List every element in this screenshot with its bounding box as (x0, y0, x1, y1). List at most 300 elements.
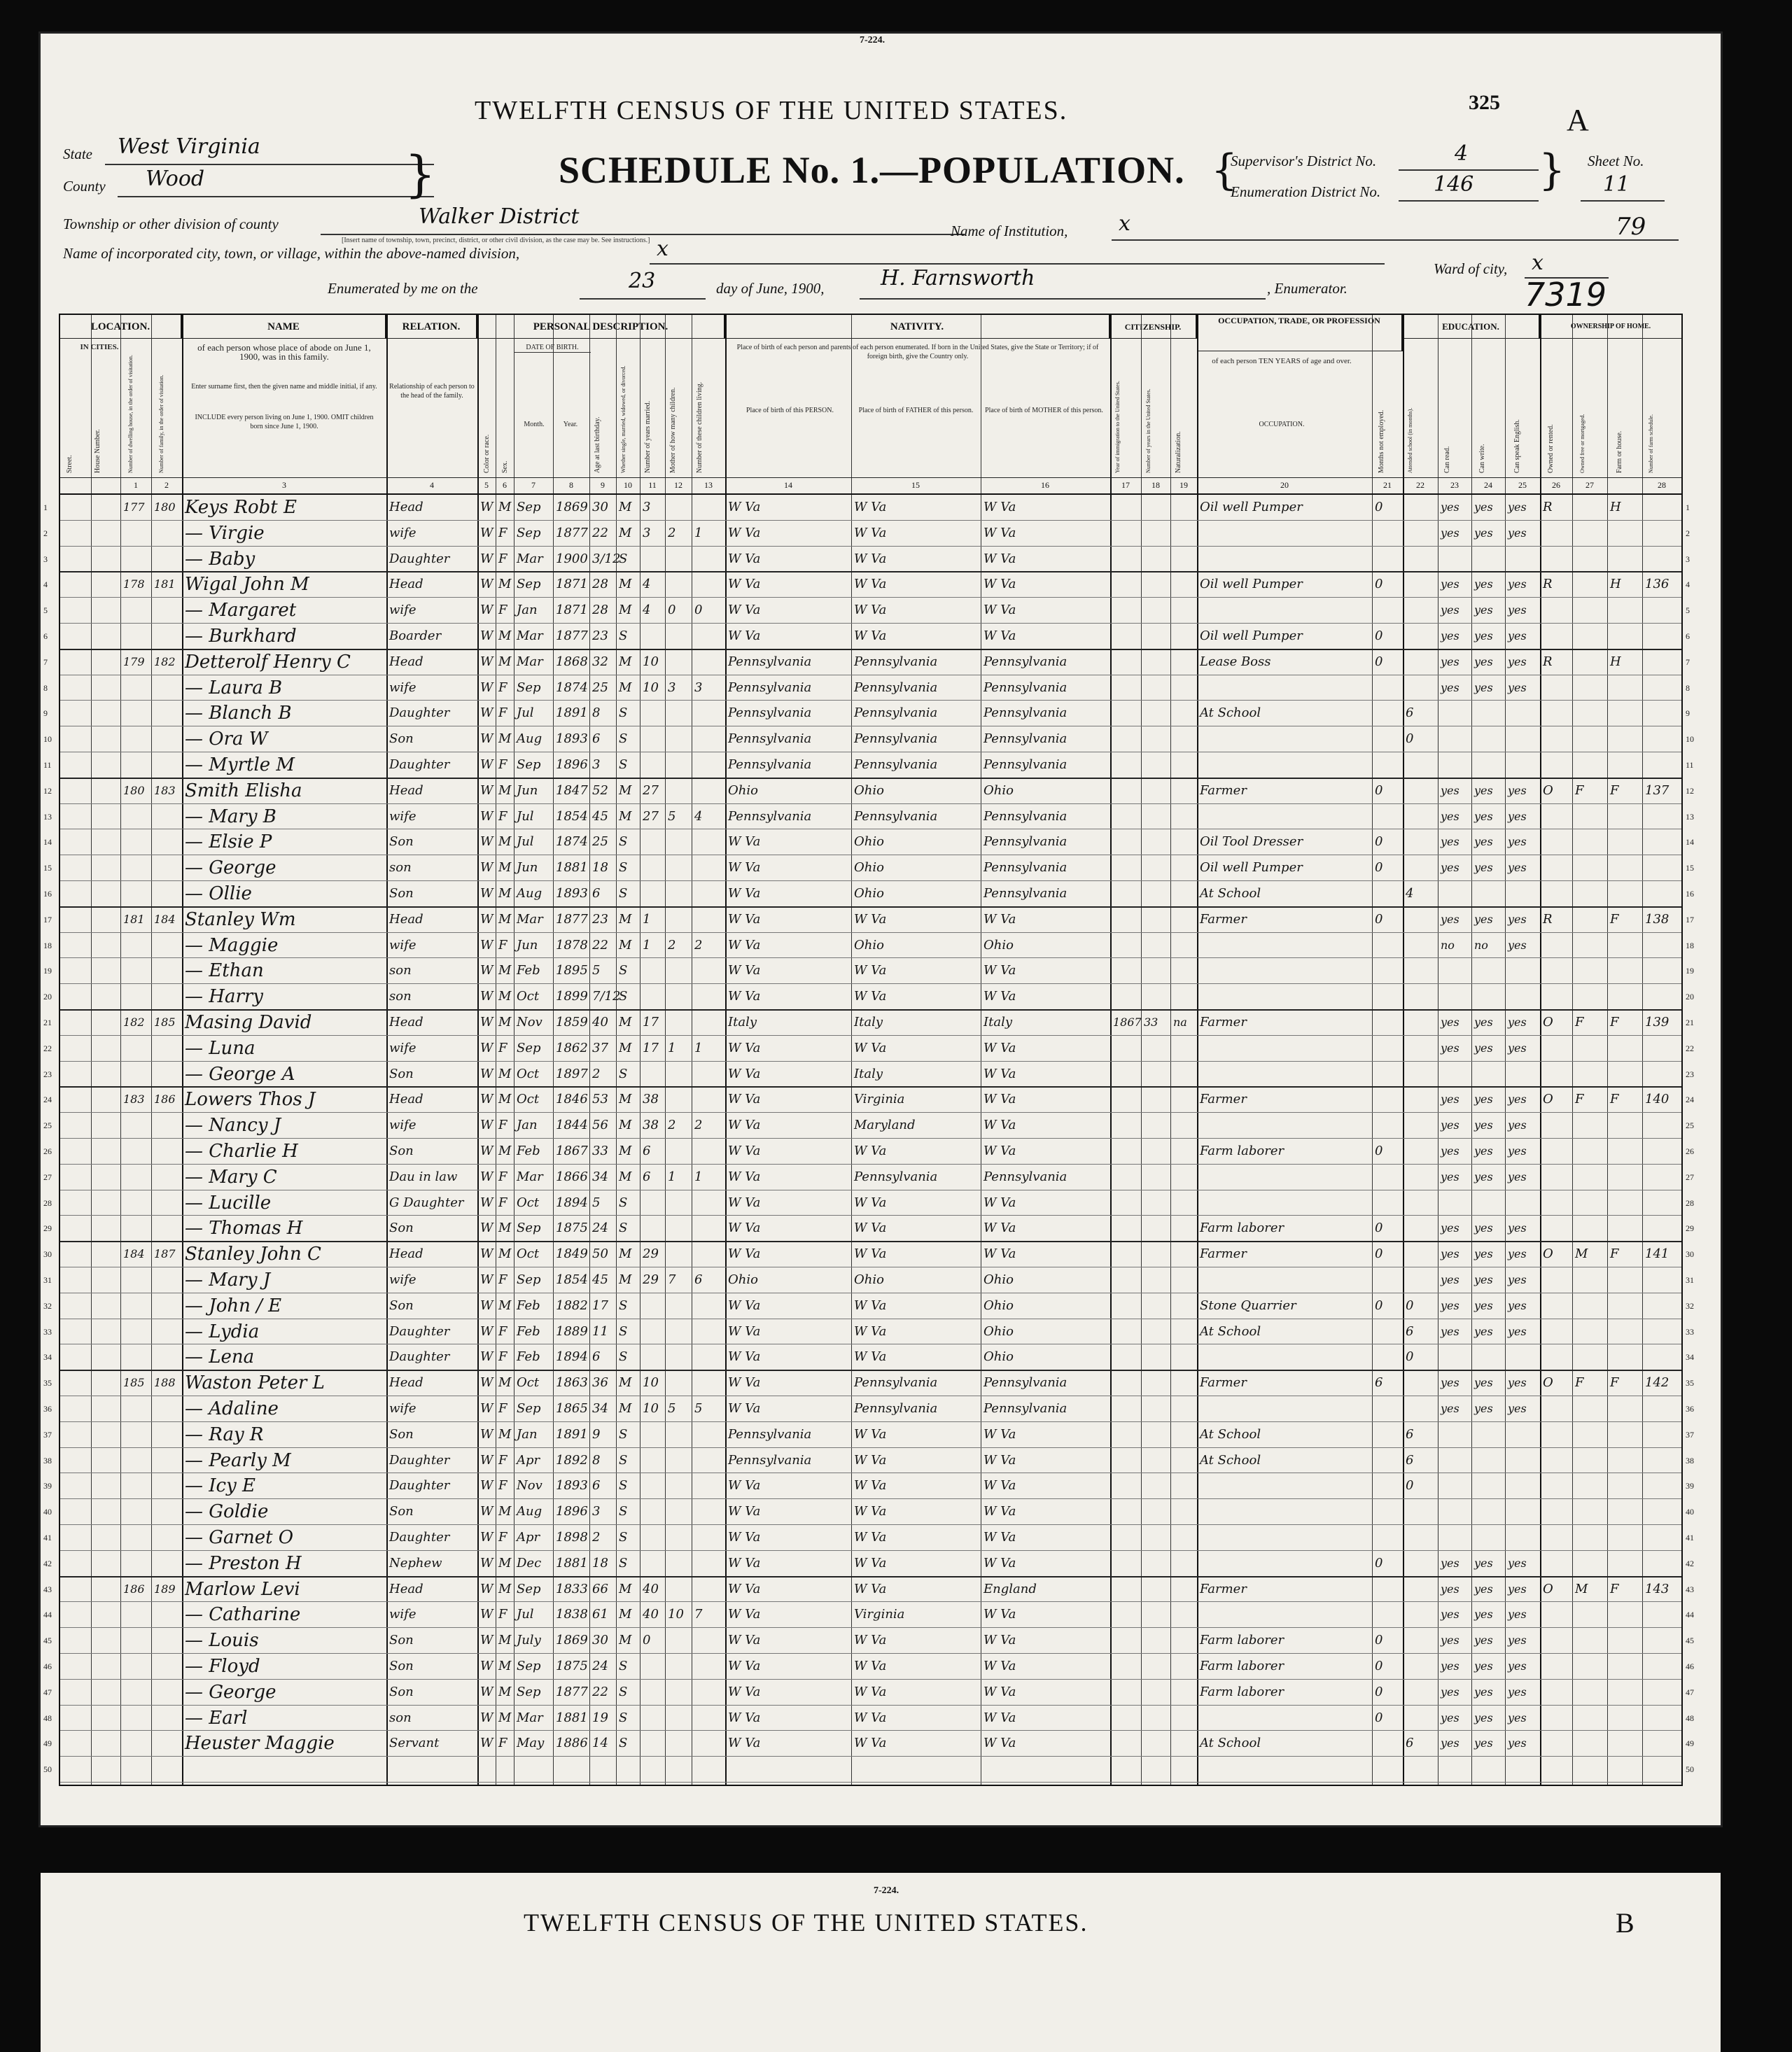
cell-mo: 5 (668, 1401, 676, 1416)
table-row (43, 983, 1694, 1011)
cell-occ: Oil Tool Dresser (1200, 834, 1303, 850)
cell-sex: F (498, 1401, 507, 1416)
cell-year: 1875 (556, 1659, 588, 1673)
line-number-right: 22 (1686, 1043, 1694, 1053)
cell-fs: 142 (1645, 1375, 1670, 1391)
cell-age: 61 (592, 1607, 608, 1622)
sex-label: Sex. (501, 461, 509, 473)
column-number: 3 (282, 480, 286, 490)
cell-color: W (480, 1555, 493, 1570)
cell-ym: 38 (643, 1092, 659, 1107)
line-number: 13 (43, 811, 52, 822)
table-row (43, 1396, 1694, 1422)
cell-name: — Lucille (185, 1192, 272, 1214)
township-value: Walker District (419, 204, 580, 229)
cell-mar: M (619, 1040, 632, 1055)
name-enter-note: Enter surname first, then the given name and middle initial, if any. (191, 383, 377, 391)
cell-fs: 138 (1645, 911, 1670, 927)
cell-speak: yes (1508, 1247, 1527, 1261)
corner-mark: 79 (1616, 213, 1646, 241)
cell-unemp: 0 (1375, 654, 1383, 669)
cell-bm: W Va (983, 1684, 1016, 1699)
cell-read: yes (1441, 1324, 1460, 1338)
cell-mar: S (619, 1478, 628, 1494)
cell-year: 1881 (556, 1710, 588, 1725)
group-relation: RELATION. (386, 315, 477, 339)
line-number: 41 (43, 1533, 52, 1542)
cell-read: yes (1441, 1685, 1460, 1699)
cell-year: 1894 (556, 1349, 588, 1365)
line-number: 43 (43, 1584, 52, 1594)
cell-read: yes (1441, 1144, 1460, 1158)
cell-sex: M (498, 1710, 512, 1725)
group-occupation: OCCUPATION, TRADE, OR PROFESSION (1197, 315, 1403, 351)
cell-name: — Garnet O (185, 1527, 294, 1548)
cell-bm: W Va (983, 603, 1016, 618)
cell-bp: W Va (728, 1530, 761, 1545)
cell-color: W (480, 1195, 493, 1210)
line-number-right: 21 (1686, 1018, 1694, 1027)
cell-read: yes (1441, 1247, 1460, 1261)
next-form-number: 7-224. (874, 1885, 899, 1896)
cell-write: yes (1474, 1092, 1493, 1106)
line-number-right: 40 (1686, 1507, 1694, 1517)
cell-month: Feb (517, 1144, 540, 1158)
cell-farm: F (1610, 1246, 1619, 1262)
supervisor-value: 4 (1455, 141, 1469, 166)
cell-rel: Head (389, 577, 424, 592)
cell-mar: M (619, 1118, 632, 1133)
line-number-right: 14 (1686, 837, 1694, 848)
cell-age: 7/12 (592, 989, 621, 1004)
cell-mo: 0 (668, 603, 676, 618)
cell-mar: M (619, 782, 632, 798)
cell-bf: Ohio (854, 834, 884, 850)
line-number: 4 (43, 579, 48, 590)
cell-occ: Farmer (1200, 911, 1247, 927)
cell-color: W (480, 1015, 493, 1029)
cell-unemp: 0 (1375, 911, 1383, 927)
cell-age: 2 (592, 1530, 601, 1545)
birth-mother-label: Place of birth of MOTHER of this person. (985, 407, 1103, 414)
cell-age: 25 (592, 680, 608, 695)
cell-bp: W Va (728, 1195, 761, 1210)
table-row (43, 649, 1690, 675)
cell-speak: yes (1508, 603, 1527, 617)
cell-own: R (1543, 911, 1553, 927)
column-number: 22 (1416, 480, 1424, 490)
cell-year: 1862 (556, 1040, 588, 1055)
cell-color: W (480, 1375, 493, 1391)
family-label: Number of family, in the order of visitation. (158, 374, 164, 473)
table-row (43, 1498, 1694, 1525)
cell-farm: F (1610, 782, 1619, 798)
attended-school-label: Attended school (in months). (1407, 407, 1413, 473)
cell-month: Feb (517, 1349, 540, 1365)
line-number: 23 (43, 1069, 52, 1079)
cell-sex: F (498, 757, 507, 772)
cell-read: yes (1441, 835, 1460, 849)
cell-mar: S (619, 1452, 628, 1468)
cell-age: 2 (592, 1066, 601, 1081)
cell-year: 1882 (556, 1298, 588, 1313)
group-ownership: OWNERSHIP OF HOME. (1540, 315, 1681, 339)
cell-bf: W Va (854, 989, 887, 1004)
cell-month: Mar (517, 1710, 543, 1725)
cell-mar: M (619, 937, 632, 953)
cell-sex: M (498, 1426, 512, 1442)
cell-mar: M (619, 1375, 632, 1391)
cell-fam: 187 (154, 1247, 176, 1261)
group-in-cities: IN CITIES. (80, 343, 119, 351)
dwelling-label: Number of dwelling house, in the order of visitation. (127, 355, 134, 473)
cell-read: yes (1441, 654, 1460, 668)
cell-color: W (480, 782, 493, 798)
line-number: 20 (43, 992, 52, 1002)
cell-mar: M (619, 654, 632, 669)
cell-bp: W Va (728, 1118, 761, 1133)
cell-month: Jun (517, 937, 538, 953)
column-number: 23 (1450, 480, 1459, 490)
cell-year: 1899 (556, 989, 588, 1004)
cell-mar: M (619, 603, 632, 618)
cell-bp: W Va (728, 1221, 761, 1236)
cell-month: Oct (517, 1195, 540, 1210)
cell-name: Smith Elisha (185, 780, 302, 801)
cell-year: 1838 (556, 1607, 588, 1622)
form-number: 7-224. (860, 35, 886, 45)
cell-mar: M (619, 525, 632, 540)
cell-bf: Pennsylvania (854, 1375, 938, 1391)
birth-person-label: Place of birth of this PERSON. (746, 407, 834, 414)
line-number-right: 31 (1686, 1275, 1694, 1285)
cell-name: — Harry (185, 986, 263, 1008)
cell-name: — Pearly M (185, 1449, 291, 1471)
cell-write: yes (1474, 526, 1493, 540)
cell-speak: yes (1508, 1144, 1527, 1158)
cell-age: 17 (592, 1298, 608, 1313)
line-number: 26 (43, 1146, 52, 1156)
cell-rel: wife (389, 1272, 416, 1287)
cell-write: yes (1474, 1402, 1493, 1415)
nativity-description: Place of birth of each person and parents of each person enumerated. If born in the United States, give the State or Territory; if of foreign birth, give the Country only. (736, 344, 1099, 360)
cell-speak: yes (1508, 1710, 1527, 1724)
cell-color: W (480, 1272, 493, 1287)
cell-bp: W Va (728, 937, 761, 953)
line-number-right: 49 (1686, 1738, 1694, 1749)
cell-sex: M (498, 1015, 512, 1029)
table-row (43, 571, 1690, 598)
cell-age: 36 (592, 1375, 608, 1391)
line-number-right: 45 (1686, 1636, 1694, 1646)
line-number: 48 (43, 1713, 52, 1723)
cell-write: yes (1474, 1016, 1493, 1029)
cell-speak: yes (1508, 912, 1527, 926)
cell-rel: Son (389, 886, 414, 901)
cell-speak: yes (1508, 526, 1527, 540)
line-number-right: 23 (1686, 1069, 1694, 1079)
day-value: 23 (629, 269, 656, 293)
cell-speak: yes (1508, 1608, 1527, 1622)
cell-unemp: 0 (1375, 1633, 1383, 1648)
cell-sex: M (498, 628, 512, 643)
enumerated-label: Enumerated by me on the (328, 280, 478, 297)
cell-age: 6 (592, 886, 601, 901)
cell-ym: 4 (643, 577, 651, 592)
ward-value: x (1532, 251, 1544, 275)
table-row (43, 1447, 1694, 1474)
cell-bp: W Va (728, 551, 761, 566)
cell-month: Nov (517, 1478, 542, 1494)
line-number: 9 (43, 708, 48, 719)
table-row (43, 855, 1694, 881)
table-row (43, 1370, 1694, 1396)
cell-bf: Pennsylvania (854, 680, 938, 695)
cell-sex: F (498, 525, 507, 540)
cell-bm: Pennsylvania (983, 860, 1068, 876)
cell-name: — Mary B (185, 806, 276, 827)
page-number: 325 (1469, 91, 1500, 114)
cell-mar: S (619, 1323, 628, 1339)
cell-ym: 27 (643, 782, 659, 798)
line-number: 12 (43, 785, 52, 796)
cell-name: — Preston H (185, 1552, 302, 1574)
cell-month: Nov (517, 1015, 542, 1029)
cell-bf: W Va (854, 1710, 887, 1725)
cell-year: 1849 (556, 1246, 588, 1262)
schedule-title: SCHEDULE No. 1.—POPULATION. (559, 149, 1185, 191)
cell-fam: 183 (154, 783, 176, 797)
cell-fs: 141 (1645, 1246, 1670, 1262)
cell-bp: W Va (728, 1504, 761, 1519)
cell-rel: son (389, 989, 412, 1004)
cell-name: — Floyd (185, 1656, 260, 1677)
cell-read: yes (1441, 577, 1460, 591)
column-number: 1 (134, 480, 138, 490)
cell-bp: W Va (728, 628, 761, 643)
cell-rel: Son (389, 1633, 414, 1648)
cell-write: yes (1474, 603, 1493, 617)
cell-occ: Farmer (1200, 1581, 1247, 1596)
cell-color: W (480, 680, 493, 695)
can-write-label: Can write. (1478, 444, 1486, 473)
cell-ym: 4 (643, 603, 651, 618)
cell-year: 1898 (556, 1530, 588, 1545)
cell-unemp: 0 (1375, 1684, 1383, 1699)
line-number: 19 (43, 966, 52, 976)
cell-name: — Ray R (185, 1424, 264, 1445)
cell-occ: Farm laborer (1200, 1144, 1284, 1158)
cell-sex: M (498, 1144, 512, 1158)
column-number: 11 (648, 480, 657, 490)
cell-fam: 181 (154, 577, 176, 591)
cell-unemp: 0 (1375, 782, 1383, 798)
line-number-right: 43 (1686, 1584, 1694, 1594)
cell-color: W (480, 1452, 493, 1468)
cell-speak: yes (1508, 1376, 1527, 1390)
table-row (43, 1009, 1694, 1036)
cell-unemp: 0 (1375, 628, 1383, 643)
cell-read: yes (1441, 1118, 1460, 1132)
cell-color: W (480, 834, 493, 850)
cell-sex: M (498, 1066, 512, 1081)
cell-write: yes (1474, 500, 1493, 514)
cell-write: yes (1474, 1685, 1493, 1699)
cell-rel: son (389, 963, 412, 978)
cell-speak: yes (1508, 654, 1527, 668)
cell-liv: 5 (694, 1401, 703, 1416)
cell-farm: F (1610, 1375, 1619, 1391)
cell-mar: M (619, 1169, 632, 1184)
cell-own: O (1543, 1246, 1553, 1262)
brace: } (405, 146, 436, 203)
line-number: 32 (43, 1300, 52, 1311)
cell-write: yes (1474, 1273, 1493, 1286)
table-row (43, 1730, 1694, 1757)
cell-color: W (480, 1504, 493, 1519)
table-row (43, 1524, 1694, 1551)
cell-name: — Mary C (185, 1166, 277, 1188)
cell-sch: 6 (1406, 1736, 1414, 1751)
cell-sex: M (498, 500, 512, 514)
cell-speak: yes (1508, 1092, 1527, 1106)
cell-age: 33 (592, 1144, 608, 1158)
cell-sex: M (498, 654, 512, 669)
cell-name: Keys Robt E (185, 497, 297, 518)
cell-occ: Farm laborer (1200, 1221, 1284, 1236)
cell-age: 30 (592, 1633, 608, 1648)
line-number-right: 29 (1686, 1223, 1694, 1234)
cell-unemp: 0 (1375, 577, 1383, 592)
cell-speak: yes (1508, 938, 1527, 952)
cell-own: O (1543, 1375, 1553, 1391)
cell-nat: na (1173, 1016, 1187, 1029)
cell-mar: S (619, 860, 628, 876)
cell-bm: Pennsylvania (983, 834, 1068, 850)
cell-sex: M (498, 782, 512, 798)
cell-unemp: 0 (1375, 500, 1383, 514)
line-number: 45 (43, 1636, 52, 1646)
table-row (43, 623, 1690, 650)
table-row (43, 546, 1690, 573)
cell-year: 1878 (556, 937, 588, 953)
cell-bm: W Va (983, 577, 1016, 592)
table-row (43, 494, 1690, 521)
cell-bf: Pennsylvania (854, 654, 938, 669)
cell-rel: Servant (389, 1736, 440, 1751)
immigration-label: Year of immigration to the United States. (1114, 381, 1121, 473)
cell-read: yes (1441, 1556, 1460, 1570)
cell-farm: F (1610, 1581, 1619, 1596)
cell-imm: 1867 (1113, 1016, 1142, 1029)
cell-sex: F (498, 551, 507, 566)
cell-rel: wife (389, 1040, 416, 1055)
cell-age: 5 (592, 1195, 601, 1210)
cell-color: W (480, 654, 493, 669)
cell-read: yes (1441, 629, 1460, 642)
cell-month: Sep (517, 1040, 541, 1055)
cell-speak: yes (1508, 1659, 1527, 1673)
cell-color: W (480, 1298, 493, 1313)
cell-year: 1891 (556, 1426, 588, 1442)
cell-unemp: 0 (1375, 1555, 1383, 1570)
cell-own: O (1543, 1581, 1553, 1596)
cell-liv: 1 (694, 1040, 703, 1055)
cell-write: yes (1474, 1324, 1493, 1338)
relation-description: Relationship of each person to the head of the family. (389, 383, 475, 400)
ward-label: Ward of city, (1434, 260, 1508, 277)
cell-year: 1869 (556, 500, 588, 514)
cell-name: — George (185, 1681, 276, 1703)
cell-bp: W Va (728, 1144, 761, 1158)
cell-bp: W Va (728, 1607, 761, 1622)
cell-bf: Pennsylvania (854, 705, 938, 721)
line-number-right: 11 (1686, 760, 1694, 770)
line-number-right: 46 (1686, 1661, 1694, 1671)
cell-speak: yes (1508, 680, 1527, 694)
cell-bm: Ohio (983, 1272, 1014, 1287)
cell-read: yes (1441, 861, 1460, 875)
table-row (43, 1035, 1694, 1062)
cell-bm: W Va (983, 1530, 1016, 1545)
cell-name: — Baby (185, 548, 255, 570)
cell-year: 1875 (556, 1221, 588, 1236)
table-row (43, 1241, 1694, 1267)
cell-age: 14 (592, 1736, 608, 1751)
cell-write: yes (1474, 654, 1493, 668)
cell-year: 1854 (556, 808, 588, 824)
cell-age: 25 (592, 834, 608, 850)
cell-bf: W Va (854, 551, 887, 566)
cell-color: W (480, 1221, 493, 1236)
cell-name: — Ethan (185, 960, 264, 982)
cell-sex: F (498, 603, 507, 618)
cell-age: 23 (592, 628, 608, 643)
cell-liv: 2 (694, 1118, 703, 1133)
cell-name: — Margaret (185, 600, 297, 621)
cell-rel: wife (389, 1118, 416, 1133)
cell-dw: 185 (123, 1376, 145, 1390)
cell-read: yes (1441, 526, 1460, 540)
township-label: Township or other division of county (63, 216, 279, 232)
line-number-right: 32 (1686, 1300, 1694, 1311)
state-label: State (63, 146, 92, 162)
house-number-label: House Number. (94, 429, 102, 473)
line-number: 10 (43, 734, 52, 745)
cell-bm: W Va (983, 1144, 1016, 1158)
cell-read: yes (1441, 1016, 1460, 1029)
cell-age: 56 (592, 1118, 608, 1133)
cell-month: Aug (517, 1504, 542, 1519)
cell-year: 1892 (556, 1452, 588, 1468)
cell-liv: 3 (694, 680, 703, 695)
cell-bp: Pennsylvania (728, 757, 812, 772)
line-number: 49 (43, 1738, 52, 1749)
cell-liv: 6 (694, 1272, 703, 1287)
cell-occ: At School (1200, 1323, 1261, 1339)
cell-color: W (480, 1633, 493, 1648)
cell-rel: Head (389, 1375, 424, 1391)
cell-read: yes (1441, 680, 1460, 694)
cell-bm: W Va (983, 1478, 1016, 1494)
cell-free: M (1575, 1581, 1588, 1596)
line-number: 8 (43, 682, 48, 693)
cell-sex: M (498, 1659, 512, 1673)
cell-read: yes (1441, 1608, 1460, 1622)
cell-name: — John / E (185, 1295, 282, 1316)
cell-year: 1900 (556, 551, 588, 566)
cell-bp: W Va (728, 1684, 761, 1699)
